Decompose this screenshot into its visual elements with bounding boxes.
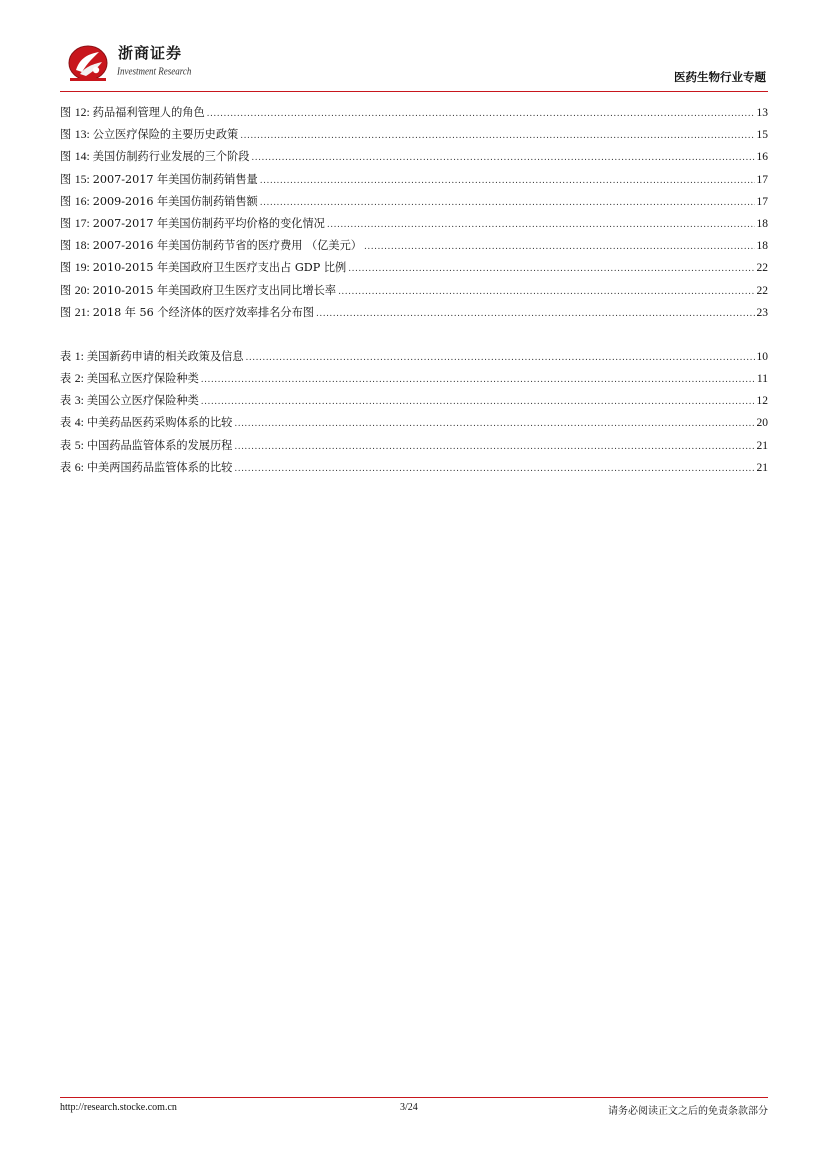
toc-leader-dots xyxy=(251,147,754,169)
toc-entry[interactable] xyxy=(60,234,768,256)
toc-entry-page: 13 xyxy=(756,107,768,119)
toc-leader-dots xyxy=(364,236,755,258)
toc-entry-page: 10 xyxy=(756,350,768,363)
toc-entry[interactable] xyxy=(60,279,768,301)
toc-leader-dots xyxy=(234,458,754,480)
toc-entry-prefix: 图 14: xyxy=(60,149,93,164)
toc-entry-number: 13 xyxy=(74,127,87,142)
toc-entry-title: 美国私立医疗保险种类 xyxy=(86,372,199,386)
toc-spacer xyxy=(60,323,768,345)
toc-entry-prefix: 图 13: xyxy=(60,127,93,142)
toc-entry-number: 6 xyxy=(74,459,81,474)
toc-entry-title: 药品福利管理人的角色 xyxy=(92,106,205,119)
brand-name-cn: 浙商证券 xyxy=(118,44,183,62)
toc-entry-title: 2007-2017 年美国仿制药平均价格的变化情况 xyxy=(92,216,325,230)
toc-entry[interactable] xyxy=(60,411,768,433)
header-divider xyxy=(60,91,768,92)
toc-entry[interactable] xyxy=(60,389,768,411)
table-list xyxy=(60,345,768,478)
toc-leader-dots xyxy=(240,125,754,147)
toc-entry-prefix: 图 16: xyxy=(60,193,93,208)
toc-entry[interactable] xyxy=(60,190,768,212)
toc-entry-prefix: 表 4: xyxy=(60,415,87,430)
toc-entry[interactable] xyxy=(60,212,768,234)
footer-divider xyxy=(60,1097,768,1098)
toc-entry-title: 2007-2016 年美国仿制药节省的医疗费用 （亿美元） xyxy=(92,239,362,253)
toc-entry-prefix: 图 17: xyxy=(60,215,93,230)
footer-url-link[interactable]: http://research.stocke.com.cn xyxy=(60,1102,177,1113)
toc-entry-prefix: 表 3: xyxy=(60,393,87,408)
toc-entry-number: 17 xyxy=(74,215,87,230)
toc-entry-number: 1 xyxy=(74,348,81,363)
toc-entry[interactable] xyxy=(60,301,768,323)
toc-entry-title: 2009-2016 年美国仿制药销售额 xyxy=(92,194,258,208)
toc-entry-number: 5 xyxy=(74,437,81,452)
toc-entry[interactable] xyxy=(60,123,768,145)
toc-entry-number: 21 xyxy=(74,304,87,319)
toc-entry-number: 12 xyxy=(74,105,87,119)
toc-entry-number: 16 xyxy=(74,193,87,208)
toc-entry[interactable] xyxy=(60,434,768,456)
toc-entry-page: 17 xyxy=(756,173,768,186)
toc-entry-number: 2 xyxy=(74,371,81,386)
toc-entry-prefix: 表 2: xyxy=(60,371,87,386)
toc-entry-page: 22 xyxy=(756,262,768,275)
toc-entry-number: 18 xyxy=(74,238,87,253)
toc-entry-title: 2007-2017 年美国仿制药销售量 xyxy=(92,172,258,186)
toc-entry-number: 20 xyxy=(74,282,87,297)
toc-leader-dots xyxy=(327,214,755,236)
toc-leader-dots xyxy=(234,413,754,435)
toc-entry-title: 美国新药申请的相关政策及信息 xyxy=(86,349,244,363)
toc-entry-title: 中国药品监管体系的发展历程 xyxy=(86,438,233,452)
toc-entry-page: 12 xyxy=(756,395,768,408)
toc-entry-title: 2010-2015 年美国政府卫生医疗支出同比增长率 xyxy=(92,283,337,297)
toc-entry-page: 18 xyxy=(756,217,768,230)
toc-entry-prefix: 图 21: xyxy=(60,304,93,319)
toc-leader-dots xyxy=(316,303,755,325)
toc-entry-prefix: 表 1: xyxy=(60,348,87,363)
toc-entry-title: 美国仿制药行业发展的三个阶段 xyxy=(92,150,250,164)
toc-entry-number: 15 xyxy=(74,171,87,186)
toc-entry-title: 公立医疗保险的主要历史政策 xyxy=(92,128,239,142)
toc-entry-prefix: 图 18: xyxy=(60,238,93,253)
disclaimer-note: 请务必阅读正文之后的免责条款部分 xyxy=(608,1106,768,1117)
toc-entry-number: 19 xyxy=(74,260,87,275)
toc-entry-page: 21 xyxy=(756,439,768,452)
toc-entry-prefix: 图 15: xyxy=(60,171,93,186)
toc-entry-title: 2010-2015 年美国政府卫生医疗支出占 GDP 比例 xyxy=(92,261,347,275)
toc-entry-page: 16 xyxy=(756,151,768,164)
toc-entry-page: 11 xyxy=(756,373,768,386)
toc-entry-number: 3 xyxy=(74,393,81,408)
toc-entry[interactable] xyxy=(60,456,768,478)
toc-entry[interactable] xyxy=(60,168,768,190)
toc-leader-dots xyxy=(234,436,754,458)
toc-entry[interactable] xyxy=(60,367,768,389)
toc-entry-page: 15 xyxy=(756,129,768,142)
toc-entry-page: 17 xyxy=(756,195,768,208)
toc-entry-title: 中美药品医药采购体系的比较 xyxy=(86,416,233,430)
page-number: 3/24 xyxy=(400,1102,418,1113)
toc-leader-dots xyxy=(201,391,755,413)
toc-entry-page: 23 xyxy=(756,306,768,319)
toc-entry[interactable] xyxy=(60,145,768,167)
toc-entry-prefix: 图 12: xyxy=(60,105,93,119)
toc-entry[interactable] xyxy=(60,256,768,278)
toc-entry-page: 22 xyxy=(756,284,768,297)
toc-entry-number: 14 xyxy=(74,149,87,164)
toc-entry[interactable] xyxy=(60,101,768,123)
toc-leader-dots xyxy=(246,347,755,369)
figure-list xyxy=(60,101,768,323)
toc xyxy=(60,101,768,478)
toc-leader-dots xyxy=(201,369,755,391)
toc-entry-number: 4 xyxy=(74,415,81,430)
toc-entry-prefix: 表 6: xyxy=(60,459,87,474)
toc-entry-title: 美国公立医疗保险种类 xyxy=(86,394,199,408)
toc-entry-title: 2018 年 56 个经济体的医疗效率排名分布图 xyxy=(92,305,314,319)
page-footer xyxy=(60,1102,768,1118)
toc-leader-dots xyxy=(348,258,754,280)
toc-entry-prefix: 图 19: xyxy=(60,260,93,275)
zheshang-logo-icon xyxy=(66,40,110,84)
toc-leader-dots xyxy=(338,281,754,303)
brand-name-en: Investment Research xyxy=(117,65,192,77)
toc-entry-page: 20 xyxy=(756,417,768,430)
toc-entry-title: 中美两国药品监管体系的比较 xyxy=(86,460,233,474)
report-type: 医药生物行业专题 xyxy=(674,70,766,84)
toc-entry-prefix: 图 20: xyxy=(60,282,93,297)
page-header xyxy=(60,38,768,90)
toc-entry-prefix: 表 5: xyxy=(60,437,87,452)
toc-leader-dots xyxy=(260,170,755,192)
toc-entry-page: 21 xyxy=(756,461,768,474)
toc-leader-dots xyxy=(207,103,755,125)
toc-entry-page: 18 xyxy=(756,240,768,253)
toc-leader-dots xyxy=(260,192,755,214)
toc-entry[interactable] xyxy=(60,345,768,367)
